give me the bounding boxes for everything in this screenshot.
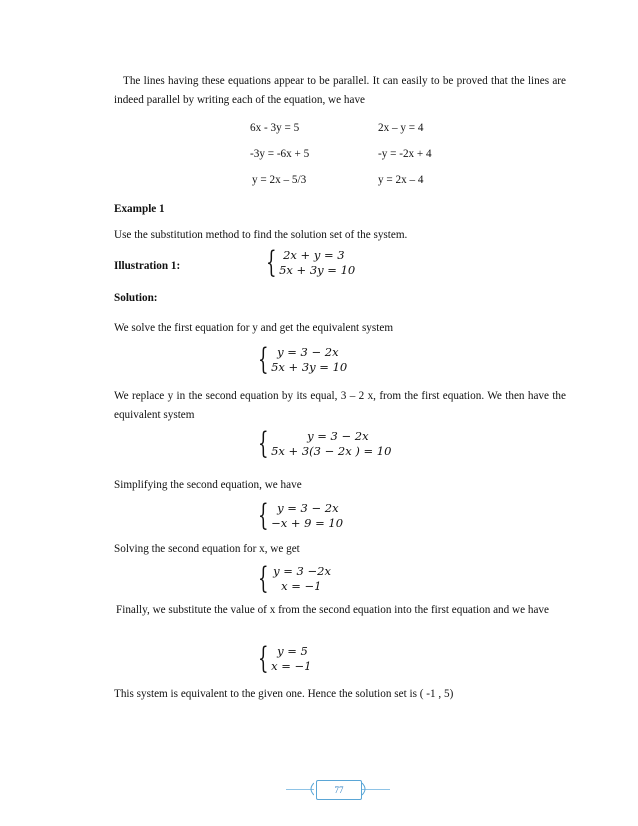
step-text: Simplifying the second equation, we have	[114, 479, 302, 491]
brace: {	[258, 342, 269, 377]
example-task: Use the substitution method to find the solution set of the system.	[114, 229, 408, 241]
step-text: We replace y in the second equation by its equal, 3 – 2 x, from the first equation. We then have the equivalent system	[114, 390, 566, 421]
equation-left-2: -3y = -6x + 5	[250, 148, 310, 160]
brace: {	[258, 561, 269, 596]
system-line: y = 3 − 2x	[277, 345, 339, 359]
equation-right-1: 2x – y = 4	[378, 122, 424, 134]
system-line: x = −1	[281, 579, 322, 593]
step-text: We solve the first equation for y and get the equivalent system	[114, 322, 394, 334]
illustration-system	[266, 245, 356, 280]
equation-right-2: -y = -2x + 4	[378, 148, 432, 160]
brace: {	[258, 426, 269, 461]
step-system	[258, 498, 344, 533]
intro-paragraph: The lines having these equations appear to be parallel. It can easily to be proved that the lines are indeed parallel by writing each of the equation, we have	[114, 75, 566, 106]
equation-left-3: y = 2x – 5/3	[252, 174, 307, 186]
brace: {	[258, 498, 269, 533]
step-system	[258, 561, 331, 596]
solution-label: Solution:	[114, 292, 158, 304]
step-system	[258, 426, 392, 461]
system-line: −x + 9 = 10	[271, 516, 344, 530]
equation-left-1: 6x - 3y = 5	[250, 122, 300, 134]
step-text: Solving the second equation for x, we get	[114, 543, 300, 555]
example-heading: Example 1	[114, 203, 165, 215]
system-line: y = 3 − 2x	[307, 429, 369, 443]
system-line: 5x + 3(3 − 2x ) = 10	[271, 444, 392, 458]
page-number: 77	[316, 780, 362, 800]
system-line: 5x + 3y = 10	[271, 360, 348, 374]
step-system	[258, 641, 312, 676]
step-text: Finally, we substitute the value of x from the second equation into the first equation and we have	[116, 604, 549, 616]
step-system	[258, 342, 348, 377]
brace: {	[258, 641, 269, 676]
conclusion-text: This system is equivalent to the given one. Hence the solution set is ( -1 , 5)	[114, 688, 454, 700]
footer-ornament-right-icon	[362, 782, 370, 796]
system-line: y = 3 −2x	[273, 564, 331, 578]
system-line: 5x + 3y = 10	[279, 263, 356, 277]
brace: {	[266, 245, 277, 280]
system-line: 2x + y = 3	[283, 248, 345, 262]
footer-ornament-left-icon	[306, 782, 314, 796]
illustration-label: Illustration 1:	[114, 260, 181, 272]
equation-right-3: y = 2x – 4	[378, 174, 424, 186]
system-line: x = −1	[271, 659, 312, 673]
system-line: y = 5	[277, 644, 308, 658]
system-line: y = 3 − 2x	[277, 501, 339, 515]
